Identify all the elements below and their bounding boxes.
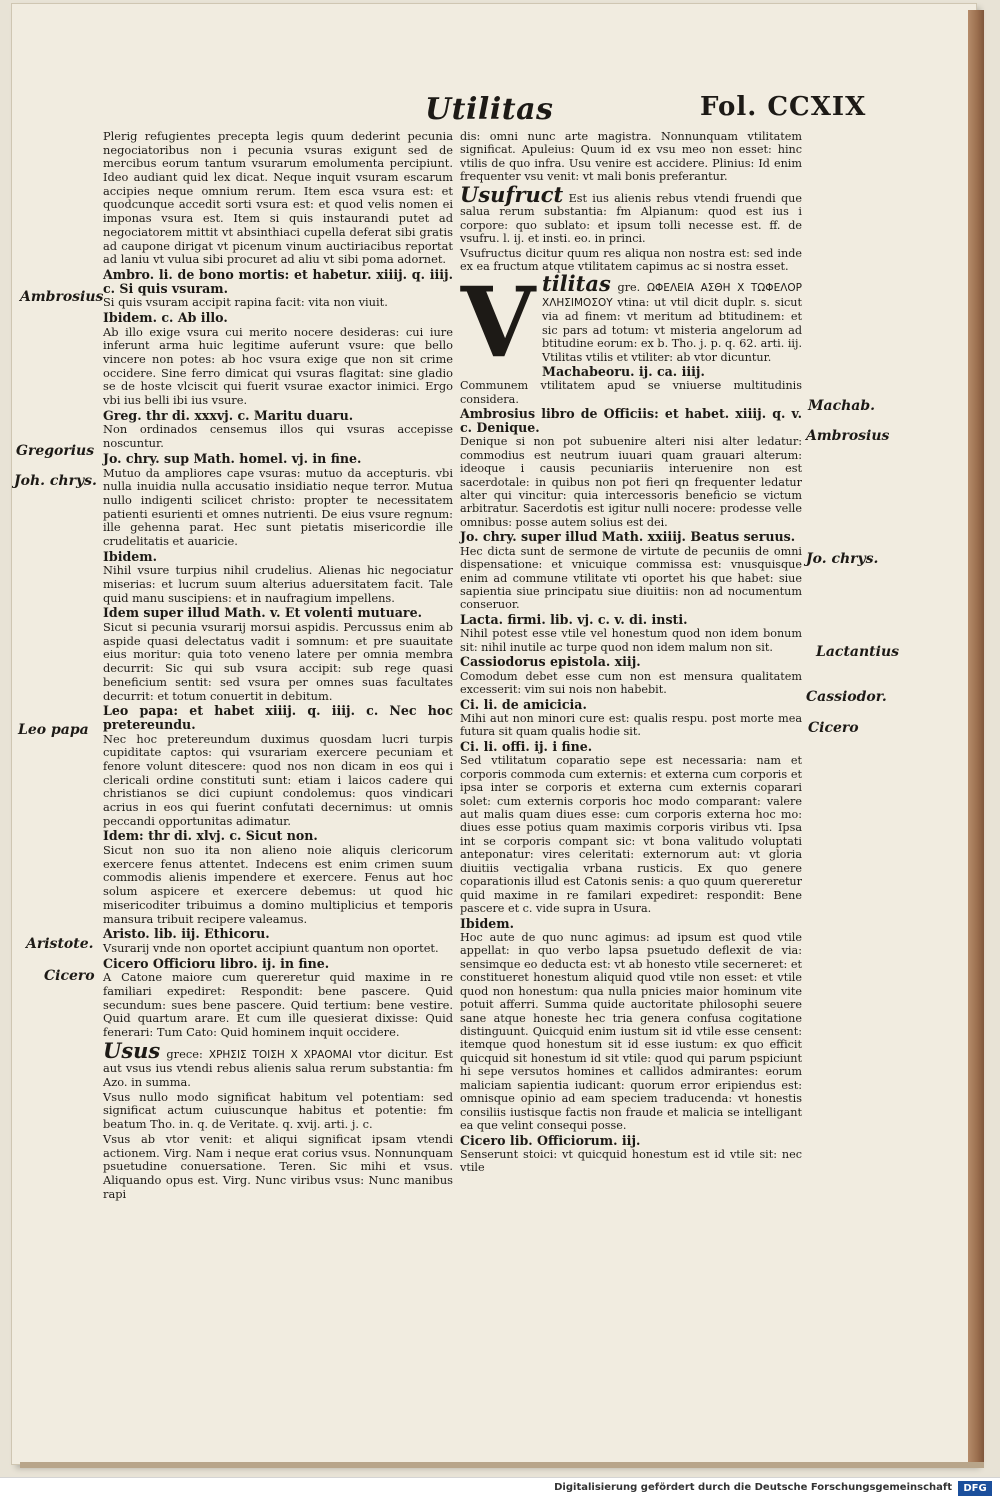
citation-reference: Idem: thr di. xlvj. c. Sicut non.: [103, 828, 318, 844]
citation-reference: Cicero Officioru libro. ij. in fine.: [103, 955, 330, 971]
text-paragraph: Communem vtilitatem apud se vniuerse multitudinis considera.: [460, 379, 802, 406]
margin-note-cicero-right: Cicero: [808, 720, 859, 736]
text-paragraph: Comodum debet esse cum non est mensura qualitatem excesserit: vim sui nois non habebit.: [460, 669, 802, 697]
greek-text: ΧΡΗΣΙΣ ΤΟΙΣΗ Χ ΧΡΑΟΜΑΙ: [208, 1048, 352, 1061]
entry-lemma: Usus: [103, 1037, 161, 1063]
margin-note-gregorius: Gregorius: [16, 443, 95, 459]
citation-reference: Leo papa: et habet xiiij. q. iiij. c. Nec hoc pretereundu.: [103, 703, 453, 732]
left-text-column: [103, 130, 453, 1202]
citation-reference: Ci. li. de amicicia.: [460, 696, 587, 712]
text-paragraph: Si quis vsuram accipit rapina facit: vita non viuit.: [103, 295, 388, 310]
running-head-title: Utilitas: [425, 92, 554, 127]
dfg-logo: DFG: [958, 1481, 992, 1496]
citation-reference: Ambro. li. de bono mortis: et habetur. xiiij. q. iiij. c. Si quis vsuram.: [103, 266, 453, 296]
citation-reference: Aristo. lib. iij. Ethicoru.: [103, 926, 270, 942]
text-paragraph: Vsurarij vnde non oportet accipiunt quantum non oportet.: [103, 940, 439, 955]
citation-reference: Jo. chry. super illud Math. xxiiij. Beatus seruus.: [460, 529, 796, 545]
text-paragraph: Hec dicta sunt de sermone de virtute de pecuniis de omni dispensatione: et vnicuique commissa est: vnusquisque enim ad commune vtilitate vti oportet his que habet: siue sapientia siue principatu siue diuitiis: non ad nocumentum conseruor.: [460, 544, 802, 612]
citation-reference: Ibidem. c. Ab illo.: [103, 309, 228, 325]
margin-note-ambrosius-right: Ambrosius: [806, 428, 890, 444]
page-bottom-edge: [20, 1462, 984, 1468]
citation-reference: Greg. thr di. xxxvj. c. Maritu duaru.: [103, 407, 354, 423]
margin-note-lactantius: Lactantius: [816, 644, 900, 660]
entry-lemma: Usufruct: [460, 181, 564, 207]
entry-text: vtina: ut vtil dicit duplr. s. sicut via ad finem: vt meritum ad btitudinem: et sic pars ad totum: vt misteria angelorum ad btitudine eorum: ex b. Tho. j. p. q. 62. arti. iij. Vtilitas vtilis et vtiliter: ab vtor dicuntur.: [542, 295, 802, 364]
text-paragraph: Nec hoc pretereundum duximus quosdam lucri turpis cupiditate captos: qui vsurariam exercere pecuniam et fenore volunt ditescere: quod nos non dicam in eos qui i clericali ordine constituti sunt: etiam i laicos cadere qui christianos se dici cupiunt condolemus: quos vindicari acrius in eos qui fuerint confutati decernimus: ut omnis peccandi opportunitas adimatur.: [103, 731, 453, 828]
footer-credit-text: Digitalisierung gefördert durch die Deutsche Forschungsgemeinschaft: [554, 1482, 952, 1493]
text-paragraph: Non ordinados censemus illos qui vsuras accepisse noscuntur.: [103, 422, 453, 451]
text-paragraph: Sicut si pecunia vsurarij morsui aspidis. Percussus enim ab aspide quasi delectatus vadit i somnum: et pre suauitate eius moritur: quia toto veneno latere per omnia membra decurrit: Sic qui sub vsura accipit: sub rege quasi beneficium sentit: sed vsura per omnes suas facultates decurrit: et totum conuertit in debitum.: [103, 620, 453, 703]
text-paragraph: Sicut non suo ita non alieno noie aliquis clericorum exercere fenus attentet. Indecens est enim crimen suum commodis alienis impendere et exercere. Fenus aut hoc solum aspicere et exercere debemus: ut quod hic misericoditer tribuimus a domino multiplicius et temporis mansura tribuit recipere valeamus.: [103, 843, 453, 926]
entry-paragraph: [460, 181, 802, 246]
greek-label: gre.: [617, 281, 641, 295]
text-paragraph: Plerig refugientes precepta legis quum dederint pecunia negociatoribus non i pecunia vsuras exigunt sed de mercibus eorum tantum vsurarum emolumenta percipiunt. Ideo audiant quid lex dicat. Neque inquit vsuram escarum accipies neque omnium rerum. Item esca vsura est: et quodcunque accedit sorti vsura est: et quod velis nomen ei imponas vsura est. Item si quis instaurandi putet ad negociatorem mittit vt absinthiaci cupella deferat sibi gratis ad caupone dirigat vt picenum vinum auctiriacibus reportat ad laniu vt vulua sibi procuret ad aliu vt sibi poma adornet.: [103, 129, 453, 267]
citation-reference: Ci. li. offi. ij. i fine.: [460, 738, 593, 754]
citation-reference: Ibidem.: [103, 548, 158, 564]
margin-note-ambrosius-left: Ambrosius: [20, 289, 104, 305]
right-text-column: [460, 130, 802, 1176]
text-paragraph: Nihil potest esse vtile vel honestum quod non idem bonum sit: nihil inutile ac turpe quod non idem malum non sit.: [460, 627, 802, 654]
text-paragraph: Vsus ab vtor venit: et aliqui significat ipsam vtendi actionem. Virg. Nam i neque erat corius vsus. Nonnunquam psuetudine conuersatione. Teren. Sic mihi et vsus. Aliquando opus est. Virg. Nunc viribus vsus: Nunc manibus rapi: [103, 1131, 453, 1201]
text-paragraph: Denique si non pot subuenire alteri nisi alter ledatur: commodius est neutrum iuuari quam grauari alterum: ideoque i causis pecuniariis interuenire non est sacerdotale: in quibus non pot fieri qn frequenter ledatur alter qui vincitur: quia intercessoris beneficio se victum arbitratur. Sacerdotis est igitur nulli nocere: prodesse velle omnibus: posse autem solius est dei.: [460, 435, 802, 529]
citation-reference: Ambrosius libro de Officiis: et habet. xiiij. q. v. c. Denique.: [460, 406, 802, 435]
page-edge: [968, 10, 984, 1464]
text-paragraph: A Catone maiore cum quereretur quid maxime in re familiari expediret: Respondit: bene pascere. Quid secundum: sues bene pascere. Quid tertium: bene vestire. Quid quartum arare. Et cum ille quesierat dixisse: Quid fenerari: Tum Cato: Quid hominem inquit occidere.: [103, 970, 453, 1039]
entry-paragraph: [103, 1037, 454, 1090]
entry-text: Est ius alienis rebus vtendi fruendi que salua rerum substantia: fm Alpianum: quod est ius i corpore: quo sublato: et ipsum tolli necesse est. ff. de vsufru. l. ij. et insti. eo. in princi.: [460, 191, 802, 246]
margin-note-cicero-left: Cicero: [44, 968, 95, 984]
margin-note-leo-papa: Leo papa: [18, 722, 89, 738]
text-paragraph: Vsus nullo modo significat habitum vel potentiam: sed significat actum cuiuscunque habitus et potentie: fm beatum Tho. in. q. de Veritate. q. xvij. arti. j. c.: [103, 1089, 453, 1132]
greek-text: ΩΦΕΛΕΙΑ ΑΣΘΗ Χ ΤΩΦΕΛΟΡ ΧΛΗΣΙΜΟΣΟΥ: [542, 282, 802, 309]
citation-reference: Cassiodorus epistola. xiij.: [460, 654, 641, 670]
margin-note-machab: Machab.: [808, 398, 876, 414]
margin-note-jo-chrys-left: Joh. chrys.: [14, 473, 97, 489]
folio-number: Fol. CCXIX: [700, 92, 867, 122]
margin-note-aristoteles: Aristote.: [26, 936, 94, 952]
text-paragraph: dis: omni nunc arte magistra. Nonnunquam vtilitatem significat. Apuleius: Quum id ex vsu meo non esset: hinc vtilis de quo infra. Usu venire est accidere. Plinius: Id enim frequenter vsu venit: vt mali bonis preferantur.: [460, 130, 802, 184]
text-paragraph: Mutuo da ampliores cape vsuras: mutuo da accepturis. vbi nulla inuidia nulla accusatio insidiatio neque terror. Mutua nullo indigenti scilicet christo: propter te necessitatem patienti esurienti et omnes nutrienti. De eius vsure regnum: ille gehenna parat. Hec sunt pietatis misericordie ille crudelitatis et auaricie.: [103, 465, 453, 548]
citation-reference: Cicero lib. Officiorum. iij.: [460, 1132, 641, 1148]
text-paragraph: Nihil vsure turpius nihil crudelius. Alienas hic negociatur miserias: et lucrum suum alterius aduersitatem facit. Tale quid manu suscipiens: et in naufragium impellens.: [103, 563, 453, 605]
digitization-footer: [0, 1477, 1000, 1501]
text-paragraph: Vsufructus dicitur quum res aliqua non nostra est: sed inde ex ea fructum atque vtilitatem capimus ac si nostra esset.: [460, 246, 802, 273]
decorated-initial: V: [460, 266, 536, 380]
greek-label: grece:: [166, 1046, 203, 1061]
text-paragraph: Hoc aute de quo nunc agimus: ad ipsum est quod vtile appellat: in quo verbo lapsa psuetudo deflexit de via: sensimque eo deducta est: vt ab honesto vtile secerneret: et constitueret honestum aliquid quod vtile non esset: et vtile quod non honestum: qua nulla pnicies maior hominum vite potuit afferri. Summa quide auctoritate philosophi seuere sane atque honeste hec tria genera confusa cogitatione distinguunt. Quicquid enim iustum sit id vtile esse censent: itemque quod honestum sit id esse iustum: ex quo efficit quicquid sit honestum id sit vtile: quod qui parum pspiciunt hi sepe versutos homines et callidos admirantes: eorum maliciam sapientia iudicant: quorum error eripiendus est: omnisque opinio ad eam speciem traducenda: vt honestis consiliis iustisque factis non fraude et malicia se intelligant ea que velint consequi posse.: [460, 930, 802, 1133]
margin-note-cassiodorus: Cassiodor.: [806, 689, 887, 705]
text-paragraph: Mihi aut non minori cure est: qualis respu. post morte mea futura sit quam qualis hodie sit.: [460, 711, 802, 739]
citation-reference: Idem super illud Math. v. Et volenti mutuare.: [103, 605, 422, 621]
citation-reference: Ibidem.: [460, 915, 515, 931]
headword-lemma: tilitas: [542, 271, 611, 297]
citation-reference: Lacta. firmi. lib. vj. c. v. di. insti.: [460, 611, 688, 627]
text-paragraph: Senserunt stoici: vt quicquid honestum est id vtile sit: nec vtile: [460, 1147, 802, 1175]
text-paragraph: Ab illo exige vsura cui merito nocere desideras: cui iure inferunt arma huic legitime auferunt vsure: que bello vincere non potes: ab hoc vsura exige que non sit crime occidere. Sine ferro dimicat qui vsuras flagitat: sine gladio se de hoste vlciscit qui fuerit vsurae exactor inimici. Ergo vbi ius belli ibi ius vsure.: [103, 324, 453, 408]
citation-reference: Jo. chry. sup Math. homel. vj. in fine.: [103, 450, 362, 466]
citation-reference: Machabeoru. ij. ca. iiij.: [542, 364, 705, 379]
text-paragraph: Sed vtilitatum coparatio sepe est necessaria: nam et corporis commoda cum externis: et externa cum corporis et ipsa inter se corporis et externa cum externis coparari solet: cum externis corporis hoc modo comparant: valere aut malis quam diues esse: cum corporis externa hoc mo: diues esse potius quam maximis corporis viribus vti. Ipsa int se corporis compant sic: vt bona valitudo voluptati anteponatur: vires celeritati: externorum aut: vt gloria diuitiis vectigalia vrbana rusticis. Ex quo genere coparationis illud est Catonis senis: a quo quum quereretur quid maxime in re familari expediret: respondit: Bene pascere et c. vide supra in Usura.: [460, 754, 802, 916]
entry-text: vtor dicitur. Est aut vsus ius vtendi rebus alienis salua rerum substantia: fm Azo. in summa.: [103, 1046, 454, 1090]
margin-note-jo-chrys-right: Jo. chrys.: [806, 551, 879, 567]
